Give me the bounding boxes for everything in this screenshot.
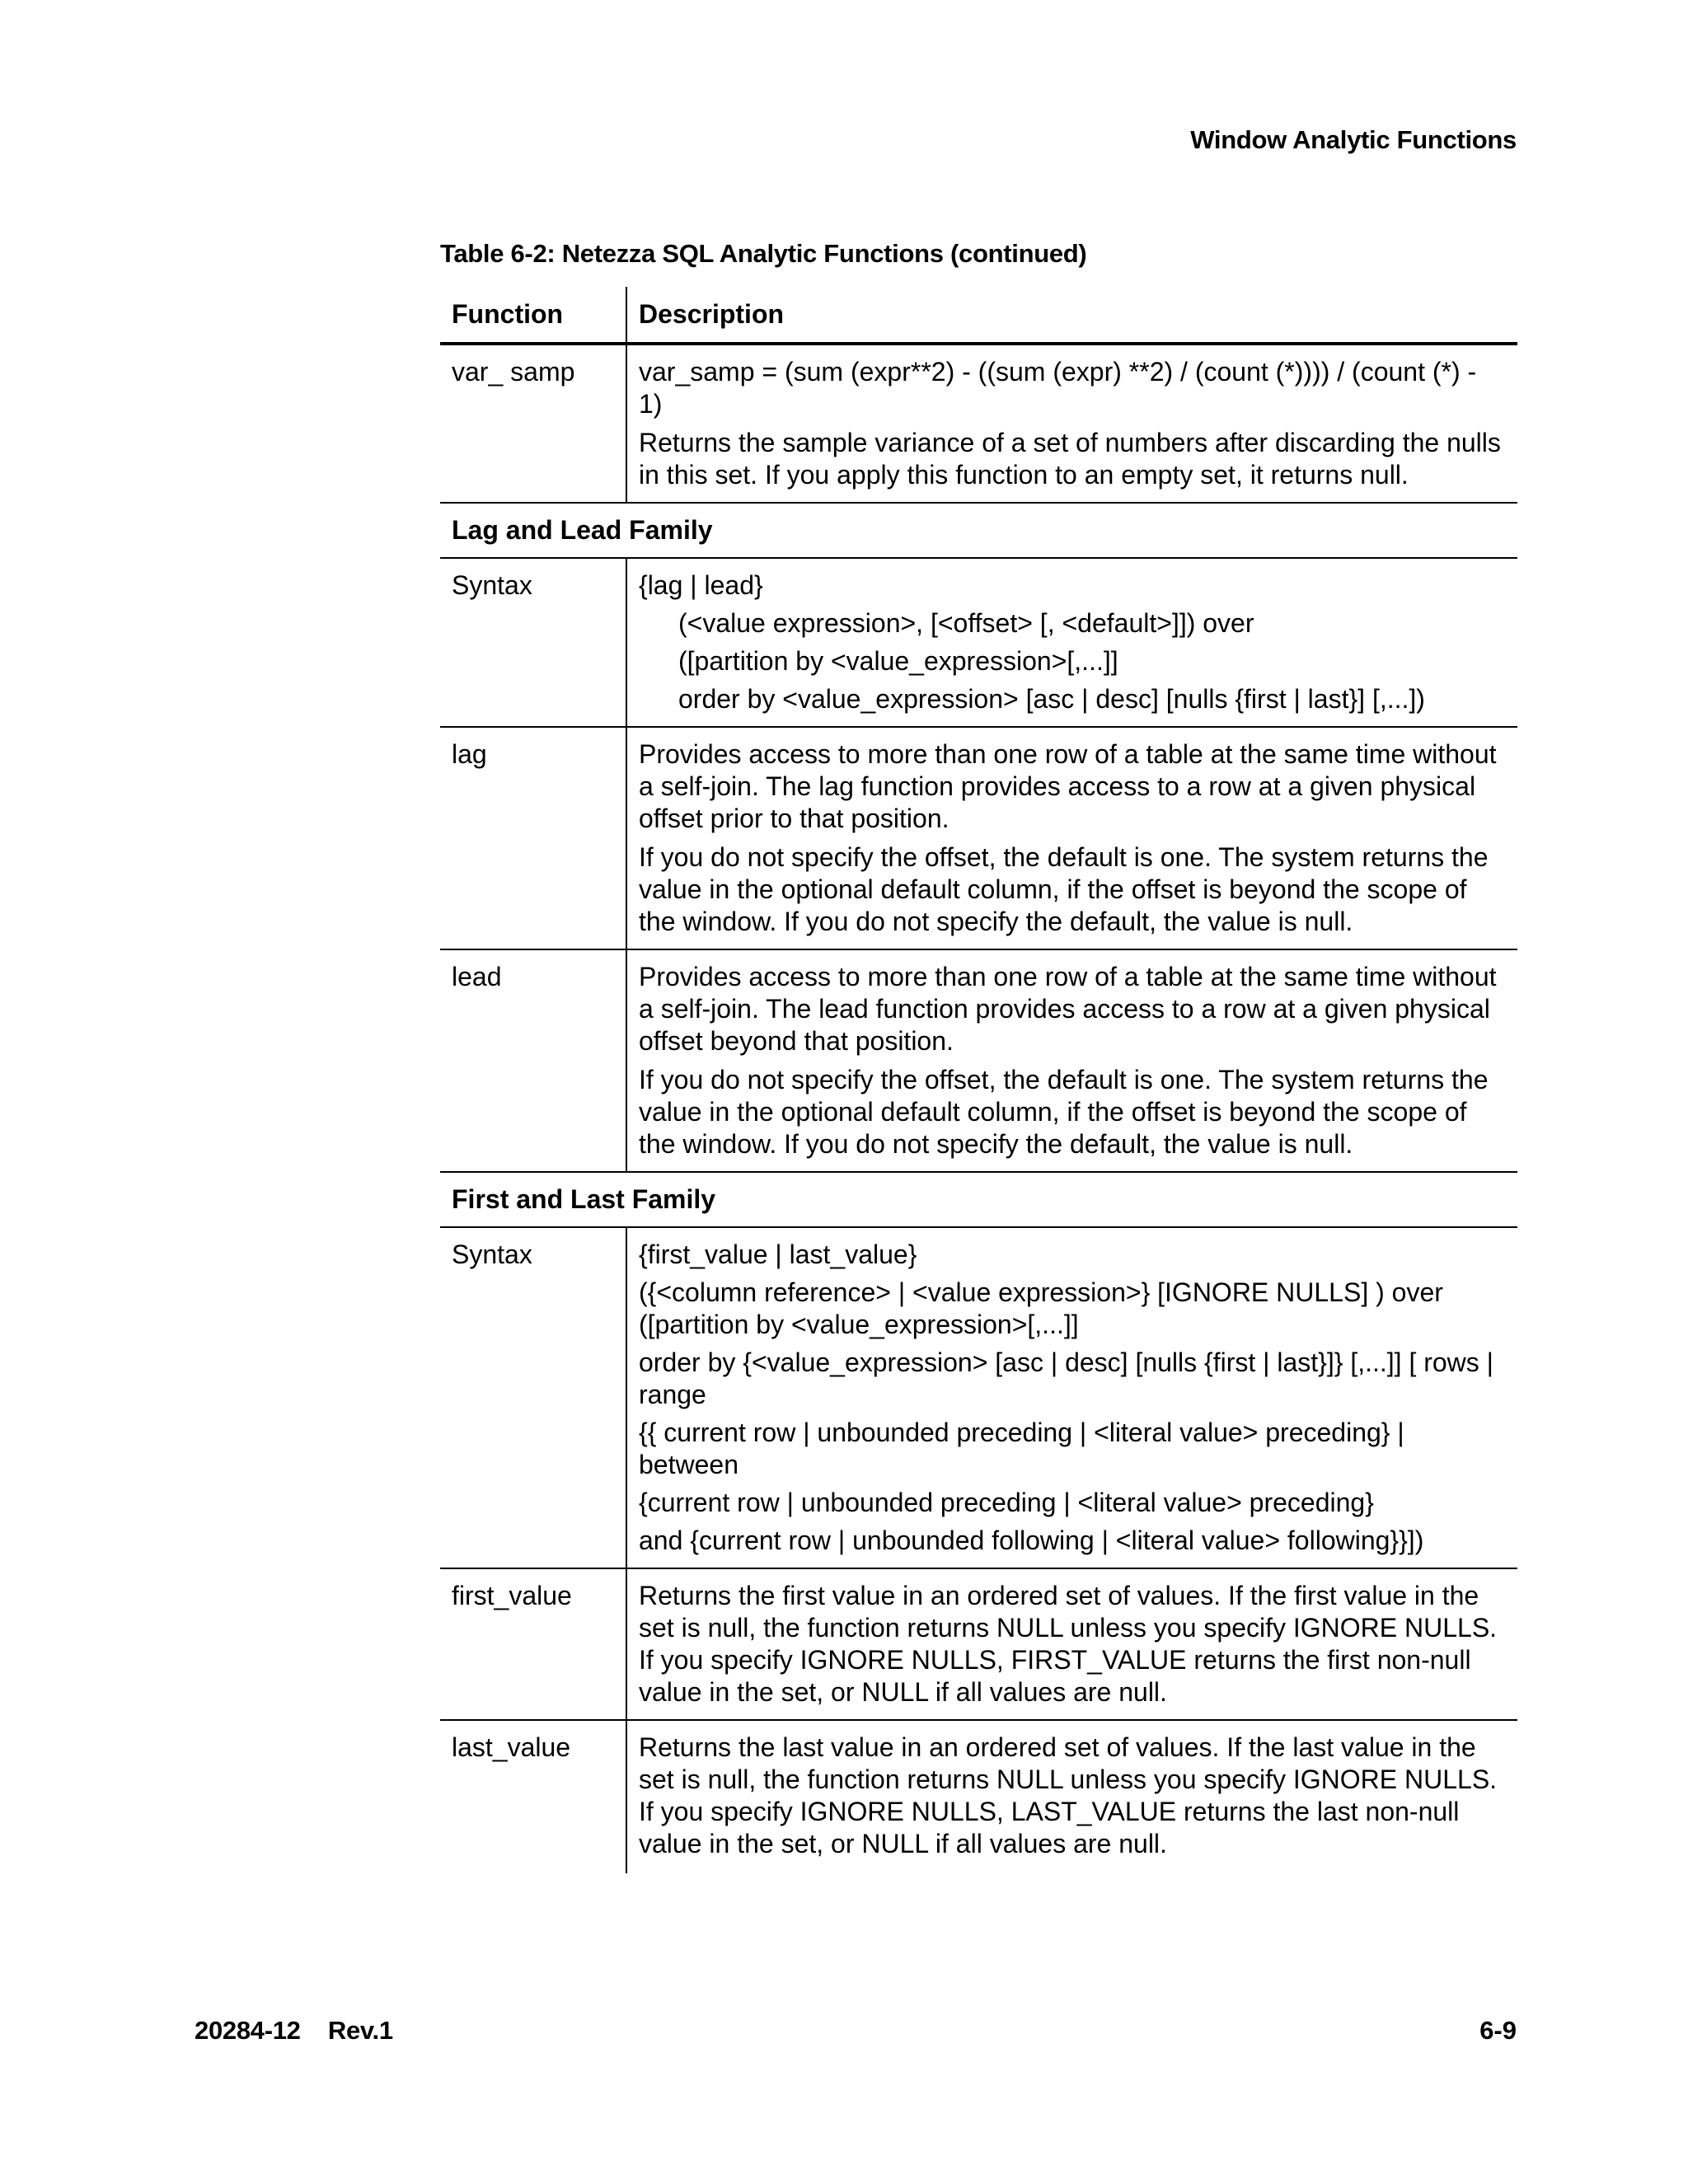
family-heading-row: [440, 503, 1517, 558]
syntax-line: ([partition by <value_expression>[,...]]: [678, 646, 1118, 676]
table-row: [440, 344, 1517, 503]
description-paragraph: var_samp = (sum (expr**2) - ((sum (expr) **2) / (count (*)))) / (count (*) - 1): [639, 357, 1477, 419]
syntax-line: (<value expression>, [<offset> [, <default>]]) over: [678, 608, 1254, 638]
syntax-line: {first_value | last_value}: [639, 1240, 917, 1269]
description-paragraph: Returns the first value in an ordered set of values. If the first value in the set is null, the function returns NULL unless you specify IGNORE NULLS. If you specify IGNORE NULLS, FIRST_VALUE returns the first non-null value in the set, or NULL if all values are null.: [639, 1581, 1498, 1707]
column-header-description: Description: [626, 287, 1517, 344]
analytic-functions-table: [440, 287, 1517, 1873]
function-name: lead: [440, 949, 626, 1172]
description-paragraph: Returns the last value in an ordered set of values. If the last value in the set is null, the function returns NULL unless you specify IGNORE NULLS. If you specify IGNORE NULLS, LAST_VALUE returns the last non-null value in the set, or NULL if all values are null.: [639, 1732, 1498, 1858]
table-row: [440, 1227, 1517, 1568]
syntax-line: {{ current row | unbounded preceding | <literal value> preceding} | between: [639, 1418, 1404, 1479]
syntax-block: [626, 558, 1517, 727]
description-paragraph: If you do not specify the offset, the default is one. The system returns the value in the optional default column, if the offset is beyond the scope of the window. If you do not specify the default, the value is null.: [639, 842, 1489, 936]
syntax-line: order by <value_expression> [asc | desc] [nulls {first | last}] [,...]): [678, 684, 1425, 714]
table-row: [440, 1720, 1517, 1873]
family-heading: First and Last Family: [440, 1172, 1517, 1227]
description-paragraph: Returns the sample variance of a set of numbers after discarding the nulls in this set. If you apply this function to an empty set, it returns null.: [639, 428, 1501, 490]
function-description: [626, 727, 1517, 949]
footer-doc-number: 20284-12: [195, 2016, 301, 2045]
table-caption: Table 6-2: Netezza SQL Analytic Functions (continued): [440, 239, 1087, 268]
function-description: [626, 344, 1517, 503]
description-paragraph: Provides access to more than one row of a table at the same time without a self-join. The lead function provides access to a row at a given physical offset beyond that position.: [639, 962, 1497, 1056]
syntax-line: and {current row | unbounded following | <literal value> following}}]): [639, 1526, 1424, 1555]
table-row: [440, 558, 1517, 727]
function-description: [626, 1720, 1517, 1873]
footer-revision: Rev.1: [327, 2016, 393, 2045]
table-header-row: [440, 287, 1517, 344]
syntax-line: order by {<value_expression> [asc | desc] [nulls {first | last}]} [,...]] [ rows | range: [639, 1347, 1493, 1409]
function-description: [626, 1568, 1517, 1720]
syntax-line: {lag | lead}: [639, 570, 763, 600]
description-paragraph: If you do not specify the offset, the default is one. The system returns the value in the optional default column, if the offset is beyond the scope of the window. If you do not specify the default, the value is null.: [639, 1065, 1489, 1159]
description-paragraph: Provides access to more than one row of a table at the same time without a self-join. The lag function provides access to a row at a given physical offset prior to that position.: [639, 739, 1497, 833]
table-row: [440, 727, 1517, 949]
function-name: first_value: [440, 1568, 626, 1720]
column-header-function: Function: [440, 287, 626, 344]
function-name: Syntax: [440, 1227, 626, 1568]
table-row: [440, 949, 1517, 1172]
family-heading: Lag and Lead Family: [440, 503, 1517, 558]
function-name: Syntax: [440, 558, 626, 727]
function-name: last_value: [440, 1720, 626, 1873]
function-name: lag: [440, 727, 626, 949]
function-name: var_ samp: [440, 344, 626, 503]
family-heading-row: [440, 1172, 1517, 1227]
syntax-line: ({<column reference> | <value expression>} [IGNORE NULLS] ) over ([partition by <value_expression>[,...]]: [639, 1277, 1443, 1339]
syntax-line: {current row | unbounded preceding | <literal value> preceding}: [639, 1488, 1374, 1517]
table-row: [440, 1568, 1517, 1720]
footer-doc-id: [195, 2016, 393, 2046]
footer-page-number: 6-9: [1479, 2016, 1517, 2045]
page-header-title: Window Analytic Functions: [1190, 125, 1517, 154]
function-description: [626, 949, 1517, 1172]
syntax-block: [626, 1227, 1517, 1568]
